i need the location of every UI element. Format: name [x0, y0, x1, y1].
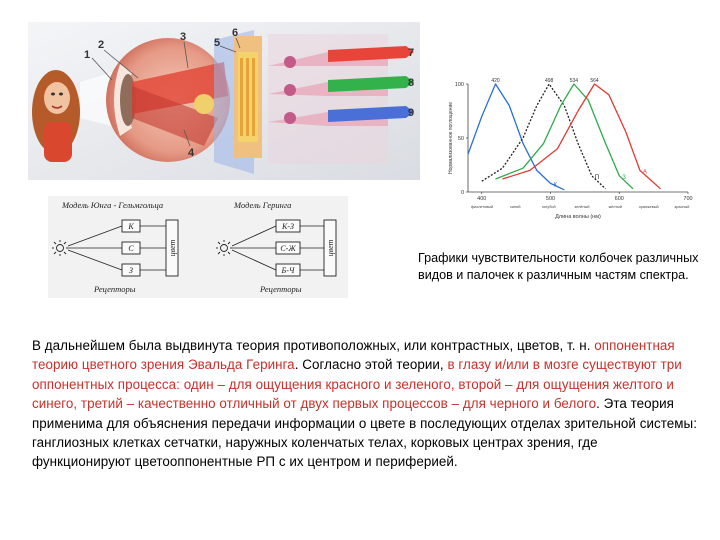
chart-series: [468, 84, 661, 190]
body-text-1: В дальнейшем была выдвинута теория противоположных, или контрастных, цветов, т. н.: [32, 338, 595, 353]
curve-label-3: А: [642, 169, 647, 176]
body-paragraph: [32, 336, 700, 472]
left-box-s-label: С: [128, 244, 134, 253]
callout-7: 7: [408, 47, 415, 59]
y-axis-label: Нормализованное поглощение: [448, 101, 454, 175]
right-box-kz-label: К-З: [282, 222, 294, 231]
eye-retina-illustration: [28, 22, 420, 180]
spectrum-label-5: оранжевый: [638, 205, 659, 209]
x-axis-label: Длина волны (нм): [555, 214, 601, 220]
body-highlight-processes: в глазу и/или в мозге существуют три оппонентных процесса: один – для ощущения красного и зеленого, второй – для ощущения желтого и синего, третий – качественно отличный от двух первых процессов – для черного и белого: [32, 357, 682, 412]
body-text-2: . Согласно этой теории,: [294, 357, 448, 373]
eyeball: [106, 38, 230, 162]
right-receptors-label: Рецепторы: [260, 284, 302, 294]
spectrum-label-4: жёлтый: [608, 205, 623, 209]
callout-2: 2: [98, 39, 105, 51]
callout-4: 4: [188, 147, 195, 159]
peak-label-1: 498: [544, 78, 554, 84]
series-line-3: [502, 84, 660, 189]
x-tick-label-2: 600: [614, 196, 624, 202]
curve-label-2: З: [622, 174, 626, 181]
color-vision-models-diagram: [48, 196, 348, 298]
left-color-label: цвет: [168, 239, 177, 257]
y-tick-label-2: 100: [454, 82, 464, 88]
spectrum-label-6: красный: [674, 205, 690, 209]
callout-6: 6: [232, 27, 239, 39]
callout-5: 5: [214, 37, 221, 49]
right-box-szh-label: С-Ж: [280, 244, 296, 253]
callout-3: 3: [180, 31, 187, 43]
series-line-1: [482, 84, 606, 189]
right-color-label: цвет: [326, 239, 335, 257]
x-tick-label-1: 500: [545, 196, 556, 202]
left-box-k-label: К: [128, 222, 134, 231]
body-highlight-hering: оппонентная теорию цветного зрения Эвальда Геринга: [32, 338, 675, 373]
y-tick-label-0: 0: [460, 190, 464, 196]
x-tick-label-3: 700: [683, 196, 693, 202]
callout-1: 1: [84, 49, 91, 61]
retina-layers: [234, 36, 262, 158]
right-box-bch-label: Б-Ч: [281, 266, 295, 275]
spectrum-label-0: фиолетовый: [470, 205, 494, 209]
spectrum-label-3: зелёный: [574, 205, 590, 209]
callout-8: 8: [408, 77, 415, 89]
left-box-z-label: З: [129, 266, 133, 275]
peak-label-0: 420: [491, 78, 500, 84]
left-receptors-label: Рецепторы: [94, 284, 136, 294]
hering-title: Модель Геринга: [234, 200, 292, 210]
young-helmholtz-title: Модель Юнга - Гельмгольца: [62, 200, 164, 210]
callout-9: 9: [408, 107, 415, 119]
x-tick-label-0: 400: [477, 196, 487, 202]
figure-caption: Графики чувствительности колбочек различных видов и палочек к различным частям спектра.: [418, 251, 699, 282]
sensitivity-chart: [440, 74, 698, 222]
peak-label-2: 534: [569, 78, 579, 84]
curve-label-1: П: [594, 174, 600, 181]
curve-label-0: К: [553, 182, 557, 189]
series-line-0: [468, 84, 564, 190]
y-tick-label-1: 50: [457, 136, 464, 142]
chart-axes: [455, 82, 693, 202]
spectrum-label-2: голубой: [541, 205, 556, 209]
body-text-3: . Эта теория применима для объяснения передачи информации о цвете в последующих отделах зрительной системы: ганглиозных клетках сетчатки, наружных коленчатых телах, корковых центрах зрения, где функционируют цветооппонентные РП с их центром и периферией.: [32, 396, 697, 470]
peak-label-3: 564: [590, 78, 599, 84]
spectrum-label-1: синий: [510, 205, 521, 209]
